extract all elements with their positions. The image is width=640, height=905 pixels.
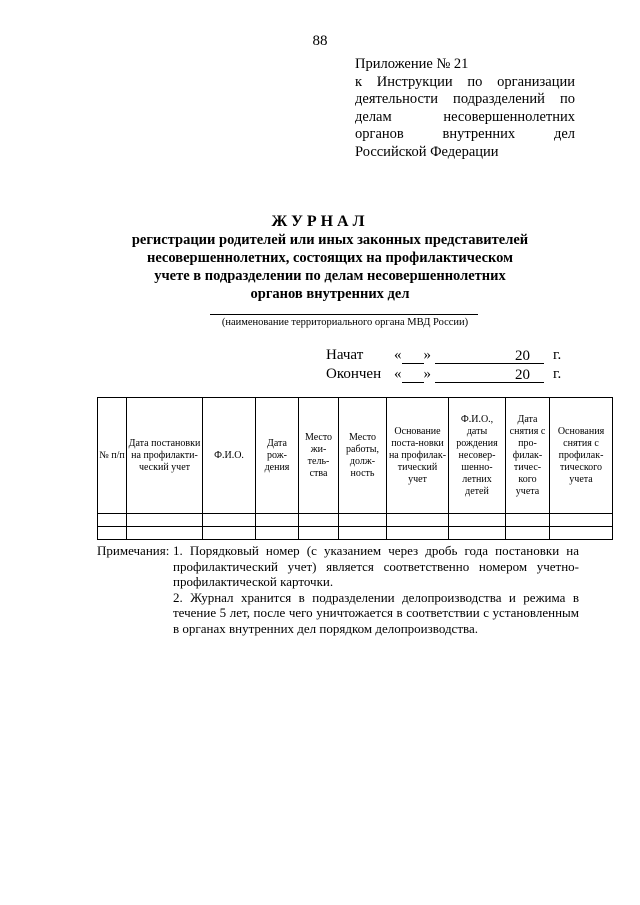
appendix-line: Российской Федерации [355, 143, 499, 160]
year-prefix: 20 [515, 348, 530, 364]
notes-label: Примечания: [97, 543, 170, 558]
close-quote: » [423, 347, 431, 363]
open-quote: « [394, 366, 402, 382]
journal-title: ЖУРНАЛ [271, 213, 369, 230]
register-table [97, 397, 613, 540]
column-header: Ф.И.О. [203, 398, 256, 514]
close-quote: » [423, 366, 431, 382]
started-date-row [326, 347, 561, 364]
column-header: Дата снятия с про-филак-тичес-кого учета [506, 398, 550, 514]
note-item: 1. Порядковый номер (с указанием через дробь года постановки на профилактический учет) является соответственно номером учетно-профилактической карточки. [173, 543, 579, 589]
ended-label: Окончен [326, 366, 382, 382]
column-header: Место работы, долж-ность [339, 398, 387, 514]
ended-date-row [326, 366, 561, 383]
table-row [98, 527, 613, 540]
table-header-row [98, 398, 613, 514]
column-header: Основания снятия с профилак-тического учета [550, 398, 613, 514]
subtitle-line: регистрации родителей или иных законных представителей [131, 232, 529, 248]
table-row [98, 514, 613, 527]
year-prefix: 20 [515, 367, 530, 383]
month-blank [435, 367, 515, 383]
org-name-field [210, 314, 478, 315]
month-blank [435, 348, 515, 364]
column-header: Дата постановки на профилакти-ческий учет [127, 398, 203, 514]
appendix-title: Приложение № 21 [355, 56, 469, 72]
column-header: Ф.И.О., даты рождения несовер-шенно-летних детей [449, 398, 506, 514]
day-blank [402, 348, 424, 364]
year-blank [530, 367, 544, 383]
appendix-line: делам несовершеннолетних [355, 108, 575, 125]
year-suffix: г. [553, 347, 562, 363]
started-label: Начат [326, 347, 364, 363]
day-blank [402, 367, 424, 383]
subtitle-line: несовершеннолетних, состоящих на профилактическом [146, 250, 514, 266]
year-suffix: г. [553, 366, 562, 382]
column-header: Дата рож-дения [256, 398, 299, 514]
appendix-line: органов внутренних дел [355, 126, 575, 142]
journal-subtitle [120, 231, 540, 303]
year-blank [530, 348, 544, 364]
org-caption: (наименование территориального органа МВД России) [221, 317, 469, 328]
appendix-block [355, 56, 575, 161]
note-item: 2. Журнал хранится в подразделении делопроизводства и режима в течение 5 лет, после чего уничтожается в соответствии с установленным в органах внутренних дел порядком делопроизводства. [173, 589, 579, 636]
column-header: № п/п [98, 398, 127, 514]
page-number: 88 [312, 33, 328, 49]
column-header: Основание поста-новки на профилак-тический учет [387, 398, 449, 514]
subtitle-line: органов внутренних дел [250, 286, 410, 302]
appendix-line: деятельности подразделений по [355, 91, 575, 107]
subtitle-line: учете в подразделении по делам несовершеннолетних [154, 268, 506, 284]
open-quote: « [394, 347, 402, 363]
column-header: Место жи-тель-ства [299, 398, 339, 514]
appendix-line: к Инструкции по организации [355, 73, 575, 90]
